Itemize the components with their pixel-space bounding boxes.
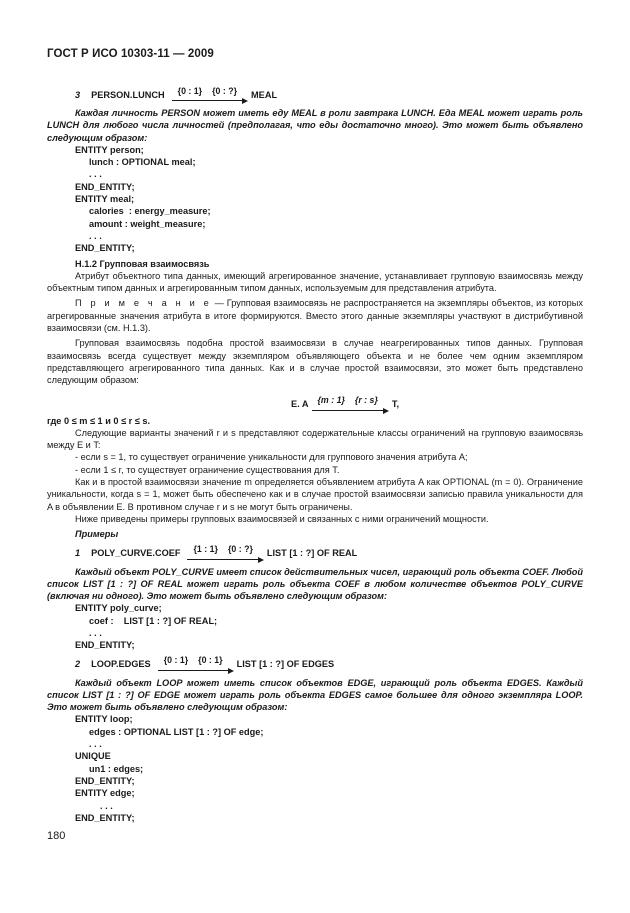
relation-target: MEAL <box>251 89 278 100</box>
code-line: ENTITY edge; <box>75 788 135 799</box>
code-line: END_ENTITY; <box>75 243 135 254</box>
cardinality-arrow <box>172 85 243 101</box>
code-line: un1 : edges; <box>89 763 144 774</box>
paragraph: Следующие варианты значений r и s представляют содержательные классы ограничений на групповую взаимосвязь между E и T: <box>47 427 583 451</box>
code-line: . . . <box>89 739 102 750</box>
code-line: edges : OPTIONAL LIST [1 : ?] OF edge; <box>89 726 264 737</box>
note <box>47 297 583 334</box>
code-line: . . . <box>89 230 102 241</box>
code-line: . . . <box>100 800 113 811</box>
code-line: UNIQUE <box>75 751 111 762</box>
page-number: 180 <box>47 830 66 842</box>
code-line: ENTITY person; <box>75 144 144 155</box>
list-item: - если 1 ≤ r, то существует ограничение существования для T. <box>75 464 340 475</box>
formula-arrow <box>312 394 384 410</box>
example-1-description: Каждый объект POLY_CURVE имеет список действительных чисел, играющий роль объекта COEF. Любой список LIST [1 : ?] OF REAL может играть роль объекта COEF в любом количестве объектов POLY_CURVE (включая ни одного). Это может быть объявлено следующим образом: <box>47 566 583 602</box>
code-line: coef : LIST [1 : ?] OF REAL; <box>89 615 218 626</box>
note-text: — Групповая взаимосвязь не распространяется на экземпляры объектов, из которых агрегированные значения атрибута в итоге формируются. Вместо этого данные экземпляры участвуют в дистрибутивной взаимосвязи (см. H.1.3). <box>47 298 583 334</box>
code-line: END_ENTITY; <box>75 181 135 192</box>
paragraph: Групповая взаимосвязь подобна простой взаимосвязи в случае неагрегированных типов данных. Групповая взаимосвязь всегда существует между экземпляром объявляющего объекта и не более чем одним экземпляром представляющего агрегированного типа данных. Как и в случае простой взаимосвязи, это может быть представлено следующим образом: <box>47 338 583 386</box>
formula-where: где 0 ≤ m ≤ 1 и 0 ≤ r ≤ s. <box>47 415 151 426</box>
cardinality-forward: {1 : 1} <box>193 544 218 555</box>
page-content <box>47 82 583 824</box>
section-heading: H.1.2 Групповая взаимосвязь <box>75 258 210 269</box>
cardinality-forward: {0 : 1} <box>177 85 203 96</box>
relation-source: POLY_CURVE.COEF <box>91 548 181 559</box>
example-number: 3 <box>75 89 81 100</box>
formula-card-inverse: {r : s} <box>354 395 378 406</box>
code-line: . . . <box>89 169 102 180</box>
paragraph: Как и в простой взаимосвязи значение m определяется объявлением атрибута A как OPTIONAL (m = 0). Ограничение уникальности, когда s = 1, может быть обеспечено как и в случае простой взаимосвязи записью правила уникальности для A в объявлении E. В противном случае r и s не могут быть ограничены. <box>47 477 583 512</box>
formula-right: T, <box>391 399 400 410</box>
code-line: ENTITY meal; <box>75 194 135 205</box>
code-line: END_ENTITY; <box>75 775 135 786</box>
relation-source: PERSON.LUNCH <box>91 89 165 100</box>
relation-example-2 <box>75 652 583 671</box>
relation-target: LIST [1 : ?] OF EDGES <box>236 659 335 670</box>
example-2-description: Каждый объект LOOP может иметь список объектов EDGE, играющий роль объекта EDGES. Каждый список LIST [1 : ?] OF EDGE может играть роль объекта EDGES самое большее для одного экземпляра LOOP. Это может быть объявлено следующим образом: <box>47 677 583 713</box>
code-line: amount : weight_measure; <box>89 218 206 229</box>
cardinality-forward: {0 : 1} <box>163 655 189 666</box>
cardinality-arrow <box>187 543 258 559</box>
code-line: END_ENTITY; <box>75 812 135 823</box>
paragraph: Ниже приведены примеры групповых взаимосвязей и связанных с ними ограничений мощности. <box>75 513 489 524</box>
page-header-title: ГОСТ Р ИСО 10303-11 — 2009 <box>47 48 214 60</box>
code-line: END_ENTITY; <box>75 640 135 651</box>
code-line: calories : energy_measure; <box>89 206 211 217</box>
code-line: ENTITY poly_curve; <box>75 603 162 614</box>
cardinality-formula <box>47 391 583 411</box>
list-item: - если s = 1, то существует ограничение уникальности для группового значения атрибута A; <box>75 452 468 463</box>
cardinality-inverse: {0 : ?} <box>227 544 253 555</box>
code-line: ENTITY loop; <box>75 714 133 725</box>
cardinality-inverse: {0 : ?} <box>212 85 238 96</box>
code-line: . . . <box>89 627 102 638</box>
relation-target: LIST [1 : ?] OF REAL <box>266 548 358 559</box>
examples-label: Примеры <box>75 529 119 540</box>
code-line: lunch : OPTIONAL meal; <box>89 157 196 168</box>
example-number: 2 <box>75 659 81 670</box>
cardinality-inverse: {0 : 1} <box>198 655 223 666</box>
paragraph: Атрибут объектного типа данных, имеющий агрегированное значение, устанавливает групповую взаимосвязь между объектным типом данных и агрегированным типом данных, используемым для представления атрибута. <box>47 270 583 294</box>
example-3-description: Каждая личность PERSON может иметь еду MEAL в роли завтрака LUNCH. Еда MEAL может играть роль LUNCH для любого числа личностей (предполагая, что еды достаточно много). Это может быть объявлено следующим образом: <box>47 108 583 143</box>
note-label: П р и м е ч а н и е <box>75 298 212 309</box>
relation-example-3 <box>75 82 583 101</box>
relation-source: LOOP.EDGES <box>91 659 151 670</box>
example-number: 1 <box>75 548 81 559</box>
cardinality-arrow <box>158 654 229 670</box>
relation-example-1 <box>75 541 583 560</box>
formula-left: E. A <box>290 399 309 410</box>
formula-card-forward: {m : 1} <box>317 395 345 406</box>
